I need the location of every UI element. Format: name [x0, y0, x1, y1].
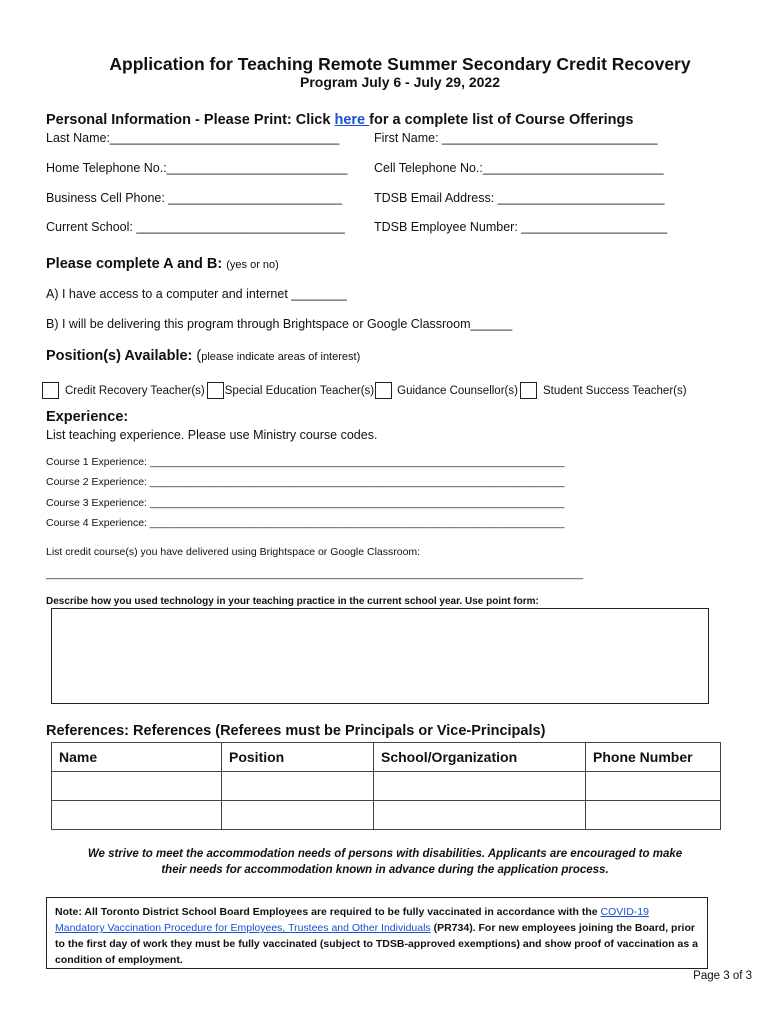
course-2-field[interactable]: Course 2 Experience: _______________________________________________________________________: [46, 476, 565, 488]
business-cell-field[interactable]: Business Cell Phone: _________________________: [46, 191, 343, 205]
cell-phone-field[interactable]: Cell Telephone No.:__________________________: [374, 161, 664, 175]
credit-courses-label: List credit course(s) you have delivered using Brightspace or Google Classroom:: [46, 546, 421, 558]
home-phone-field[interactable]: Home Telephone No.:__________________________: [46, 161, 348, 175]
note-suffix: (PR734). For new employees joining the Board, prior to the first day of work they must be fully vaccinated (subject to TDSB-approved exemptions) and show proof of vaccination as a condition of employment.: [55, 922, 698, 966]
current-school-field[interactable]: Current School: ______________________________: [46, 220, 345, 234]
guidance-counsellor-checkbox[interactable]: [375, 382, 392, 399]
ab-heading-text: Please complete A and B:: [46, 256, 227, 272]
personal-info-heading: [46, 112, 633, 128]
question-a[interactable]: A) I have access to a computer and internet ________: [46, 287, 347, 301]
student-success-label: Student Success Teacher(s): [542, 384, 687, 397]
positions-heading-text: Position(s) Available:: [46, 348, 197, 364]
page-title: Application for Teaching Remote Summer Secondary Credit Recovery: [109, 54, 691, 74]
reference-2-school-cell[interactable]: [374, 801, 586, 830]
personal-info-heading-suffix: for a complete list of Course Offerings: [369, 112, 634, 128]
reference-1-phone-cell[interactable]: [586, 772, 721, 801]
accommodation-statement: [40, 846, 730, 878]
reference-2-phone-cell[interactable]: [586, 801, 721, 830]
ab-heading: [46, 256, 279, 272]
vaccination-procedure-link[interactable]: COVID-19 Mandatory Vaccination Procedure for Employees, Trustees and Other Individuals: [55, 906, 649, 934]
table-row: [52, 772, 721, 801]
reference-2-position-cell[interactable]: [222, 801, 374, 830]
accommodation-line-1: We strive to meet the accommodation needs of persons with disabilities. Applicants are encouraged to make: [87, 848, 683, 860]
note-prefix: Note: All Toronto District School Board Employees are required to be fully vaccinated in accordance with the: [55, 906, 601, 918]
guidance-counsellor-label: Guidance Counsellor(s): [397, 384, 518, 397]
employee-number-field[interactable]: TDSB Employee Number: _____________________: [374, 220, 668, 234]
course-4-field[interactable]: Course 4 Experience: _______________________________________________________________________: [46, 517, 565, 529]
last-name-field[interactable]: Last Name:_________________________________: [46, 131, 340, 145]
reference-1-position-cell[interactable]: [222, 772, 374, 801]
reference-1-name-cell[interactable]: [52, 772, 222, 801]
references-heading: References: References (Referees must be Principals or Vice-Principals): [46, 723, 546, 739]
references-header-row: [52, 743, 721, 772]
credit-recovery-checkbox[interactable]: [42, 382, 59, 399]
question-b[interactable]: B) I will be delivering this program through Brightspace or Google Classroom______: [46, 317, 513, 331]
vaccination-note: [46, 897, 708, 969]
technology-label: Describe how you used technology in your teaching practice in the current school year. Use point form:: [46, 596, 539, 607]
first-name-field[interactable]: First Name: _______________________________: [374, 131, 658, 145]
page-number: Page 3 of 3: [693, 970, 752, 982]
personal-info-heading-prefix: Personal Information - Please Print: Click: [46, 112, 335, 128]
course-1-field[interactable]: Course 1 Experience: _______________________________________________________________________: [46, 456, 565, 468]
course-offerings-link[interactable]: here: [334, 112, 370, 128]
experience-heading: Experience:: [46, 409, 129, 425]
col-phone: Phone Number: [586, 743, 721, 772]
experience-instruction: List teaching experience. Please use Ministry course codes.: [46, 428, 378, 442]
technology-textarea[interactable]: [51, 608, 709, 704]
col-position: Position: [222, 743, 374, 772]
accommodation-line-2: their needs for accommodation known in advance during the application process.: [161, 864, 609, 876]
ab-heading-note: (yes or no): [226, 259, 279, 271]
course-3-field[interactable]: Course 3 Experience: _______________________________________________________________________: [46, 497, 565, 509]
positions-options: [42, 382, 687, 399]
special-education-checkbox[interactable]: [207, 382, 224, 399]
col-name: Name: [52, 743, 222, 772]
credit-courses-field[interactable]: ____________________________________________________________________________________________: [46, 568, 584, 580]
col-school: School/Organization: [374, 743, 586, 772]
page-subtitle: Program July 6 - July 29, 2022: [300, 74, 500, 90]
table-row: [52, 801, 721, 830]
positions-heading-paren: (: [196, 348, 202, 364]
special-education-label: Special Education Teacher(s): [224, 384, 375, 397]
positions-heading: [46, 348, 360, 364]
positions-heading-note: please indicate areas of interest): [201, 351, 361, 363]
reference-2-name-cell[interactable]: [52, 801, 222, 830]
tdsb-email-field[interactable]: TDSB Email Address: ________________________: [374, 191, 665, 205]
references-table: [51, 742, 721, 830]
credit-recovery-label: Credit Recovery Teacher(s): [65, 384, 205, 397]
student-success-checkbox[interactable]: [520, 382, 537, 399]
reference-1-school-cell[interactable]: [374, 772, 586, 801]
